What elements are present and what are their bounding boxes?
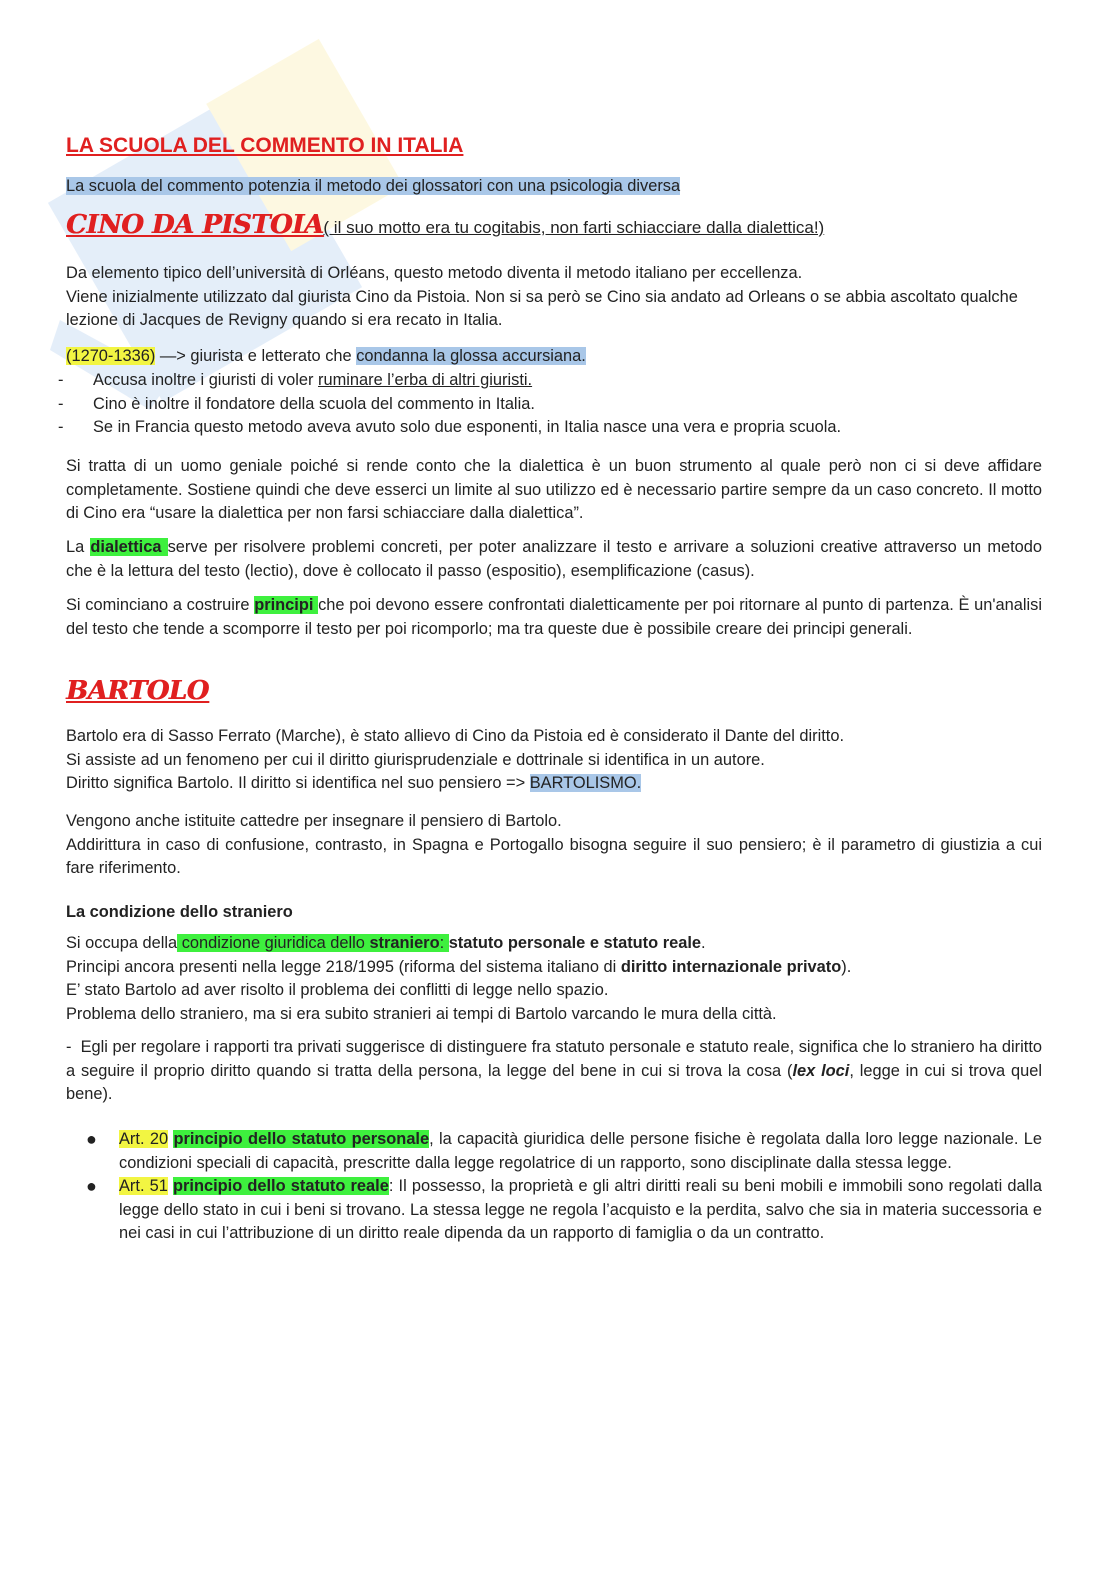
cino-dates-tail: —> giurista e letterato che	[155, 347, 357, 365]
page-title: LA SCUOLA DEL COMMENTO IN ITALIA	[66, 134, 464, 157]
para-text: E’ stato Bartolo ad aver risolto il problema dei conflitti di legge nello spazio.	[66, 981, 609, 999]
condanna-highlight: condanna la glossa accursiana.	[356, 347, 586, 365]
cino-dash-list	[58, 369, 1042, 440]
article-principle: principio dello statuto personale	[173, 1130, 430, 1148]
bartolo-line: Bartolo era di Sasso Ferrato (Marche), è stato allievo di Cino da Pistoia ed è considerato il Dante del diritto.	[66, 727, 845, 745]
para-text: Si occupa della	[66, 934, 178, 952]
dash-marker: -	[66, 1038, 72, 1056]
para-text: La	[66, 538, 91, 556]
para-text: .	[701, 934, 706, 952]
straniero-para-1	[66, 932, 1042, 1026]
para-text: serve per risolvere problemi concreti, per poter analizzare il testo e arrivare a soluzioni creative attraverso un metodo che è la lettura del testo (lectio), dove è collocato il passo (espositio), esemplificazione (casus).	[66, 538, 1042, 580]
cino-dates-line	[66, 345, 1042, 369]
list-item	[58, 416, 1042, 440]
list-item	[58, 393, 1042, 417]
bartolo-line: Diritto significa Bartolo. Il diritto si identifica nel suo pensiero =>	[66, 774, 530, 792]
cino-heading	[66, 210, 1042, 241]
list-item	[58, 369, 1042, 393]
statuto-bold: statuto personale e statuto reale	[448, 934, 701, 952]
bartolo-line: Addirittura in caso di confusione, contrasto, in Spagna e Portogallo bisogna seguire il suo pensiero; è il parametro di giustizia a cui fare riferimento.	[66, 835, 1042, 877]
straniero-heading: La condizione dello straniero	[66, 903, 293, 921]
dash-marker: -	[58, 394, 64, 413]
cino-para-1	[66, 262, 1042, 333]
intro-line	[66, 175, 1042, 199]
highlight-text: condizione giuridica dello	[177, 934, 370, 952]
intro-highlight: La scuola del commento potenzia il metodo dei glossatori con una psicologia diversa	[66, 177, 681, 195]
lex-loci: lex loci	[792, 1061, 850, 1080]
diritto-bold: diritto internazionale privato	[620, 957, 842, 976]
list-item-art-20	[66, 1128, 1042, 1175]
para-text: Problema dello straniero, ma si era subito stranieri ai tempi di Bartolo varcando le mura della città.	[66, 1004, 777, 1023]
article-principle: principio dello statuto reale	[173, 1177, 389, 1195]
cino-para-1-line-2: Viene inizialmente utilizzato dal giurista Cino da Pistoia. Non si sa però se Cino sia andato ad Orleans o se abbia ascoltato qualche lezione di Jacques de Revigny quando si era recato in Italia.	[66, 287, 1018, 329]
cino-para-1-line-1: Da elemento tipico dell’università di Orléans, questo metodo diventa il metodo italiano per eccellenza.	[66, 264, 803, 282]
list-item-text: Accusa inoltre i giuristi di voler	[93, 371, 319, 389]
bartolo-name: BARTOLO	[66, 676, 209, 706]
bartolo-para-1	[66, 725, 1042, 796]
bartolo-line: Si assiste ad un fenomeno per cui il diritto giurisprudenziale e dottrinale si identifica in un autore.	[66, 750, 765, 769]
straniero-dash-para	[66, 1036, 1042, 1107]
para-text: ).	[841, 957, 852, 976]
bullet-marker: ●	[86, 1129, 97, 1149]
bartolismo-highlight: BARTOLISMO.	[529, 774, 642, 792]
article-text: , la capacità giuridica delle persone fisiche è regolata dalla loro legge nazionale. Le condizioni speciali di capacità, prescritte dalla legge regolatrice di un rapporto, sono disciplinate dalla stessa legge.	[119, 1130, 1042, 1172]
articles-list	[66, 1128, 1042, 1246]
para-text: , legge in cui si trova quel bene).	[66, 1061, 1043, 1103]
bartolo-line: Vengono anche istituite cattedre per insegnare il pensiero di Bartolo.	[66, 812, 562, 830]
list-item-art-51	[66, 1175, 1042, 1246]
cino-dates: (1270-1336)	[66, 347, 156, 365]
dialettica-highlight: dialettica	[90, 538, 168, 556]
principi-highlight: principi	[254, 596, 319, 614]
cino-name: CINO DA PISTOIA	[66, 210, 324, 240]
dash-marker: -	[58, 371, 64, 389]
highlight-bold: straniero	[369, 934, 440, 952]
cino-motto: ( il suo motto era tu cogitabis, non farti schiacciare dalla dialettica!)	[323, 218, 825, 237]
cino-para-2: Si tratta di un uomo geniale poiché si rende conto che la dialettica è un buon strumento al quale però non ci si deve affidare completamente. Sostiene quindi che deve esserci un limite al suo utilizzo ed è necessario partire sempre da un caso concreto. Il motto di Cino era “usare la dialettica per non farsi schiacciare dalla dialettica”.	[66, 457, 1042, 522]
para-text: Egli per regolare i rapporti tra privati suggerisce di distinguere fra statuto personale e statuto reale, significa che lo straniero ha diritto a seguire il proprio diritto quando si tratta della persona, la legge del bene in cui si trova la cosa (	[66, 1038, 1043, 1080]
bartolo-heading	[66, 676, 1042, 707]
cino-para-3	[66, 536, 1042, 583]
dash-marker: -	[58, 418, 64, 436]
bullet-marker: ●	[86, 1176, 97, 1196]
para-text: Si cominciano a costruire	[66, 596, 255, 614]
para-text: Principi ancora presenti nella legge 218/1995 (riforma del sistema italiano di	[66, 957, 621, 976]
bartolo-para-2	[66, 810, 1042, 881]
article-number: Art. 20	[119, 1130, 169, 1148]
article-number: Art. 51	[119, 1177, 168, 1195]
list-item-text: Se in Francia questo metodo aveva avuto solo due esponenti, in Italia nasce una vera e propria scuola.	[93, 418, 842, 436]
para-text: che poi devono essere confrontati dialetticamente per poi ritornare al punto di partenza. È un'analisi del testo che tende a scomporre il testo per poi ricomporlo; ma tra queste due è possibile creare dei principi generali.	[66, 596, 1042, 638]
highlight-text: :	[439, 934, 449, 952]
list-item-underlined: ruminare l’erba di altri giuristi.	[318, 371, 533, 389]
list-item-text: Cino è inoltre il fondatore della scuola del commento in Italia.	[93, 394, 535, 413]
article-text: : Il possesso, la proprietà e gli altri diritti reali su beni mobili e immobili sono regolati dalla legge dello stato in cui i beni si trovano. La stessa legge ne regola l’acquisto e la perdita, salvo che sia in materia successoria e nei casi in cui l’attribuzione di un diritto reale dipenda da un rapporto di famiglia o da un contratto.	[119, 1177, 1042, 1242]
cino-para-4	[66, 594, 1042, 641]
condizione-highlight	[177, 934, 449, 952]
